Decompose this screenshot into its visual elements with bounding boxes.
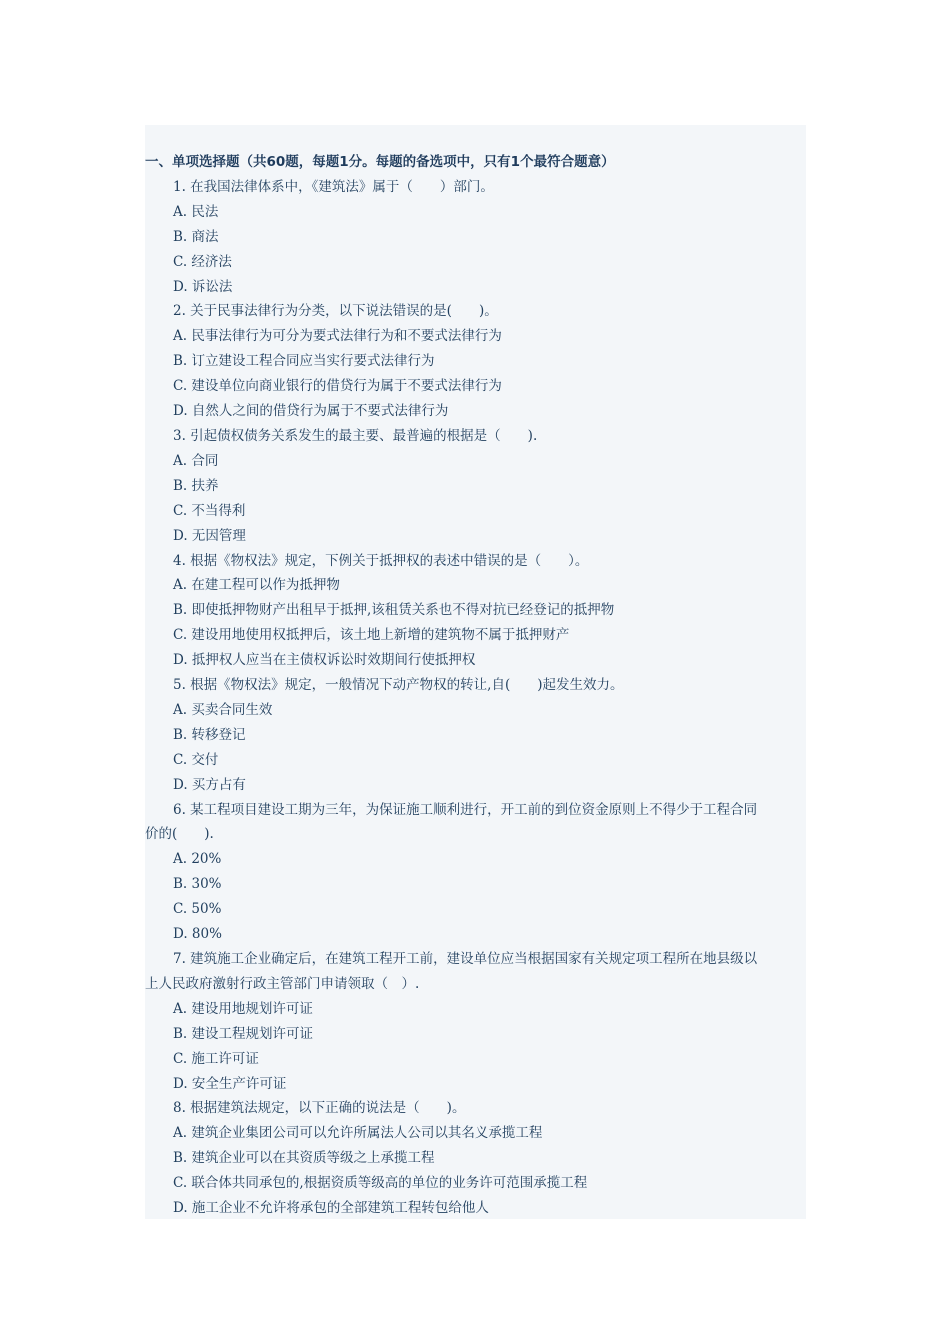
option-b: B. 转移登记 [173,726,246,743]
section-title: 一、单项选择题（共60题，每题1分。每题的备选项中，只有1个最符合题意） [145,154,615,170]
option-d: D. 自然人之间的借贷行为属于不要式法律行为 [173,403,449,420]
question-stem: 2. 关于民事法律行为分类，以下说法错误的是( )。 [173,303,498,320]
question-5 [145,673,801,798]
question-stem: 8. 根据建筑法规定，以下正确的说法是（ )。 [173,1100,466,1117]
option-d: D. 安全生产许可证 [173,1075,287,1092]
question-1 [145,175,801,300]
option-a: A. 民法 [173,203,219,220]
question-2 [145,299,801,424]
option-b: B. 商法 [173,228,219,245]
option-b: B. 订立建设工程合同应当实行要式法律行为 [173,353,435,370]
option-d: D. 买方占有 [173,776,246,793]
option-c: C. 建设单位向商业银行的借贷行为属于不要式法律行为 [173,378,502,395]
option-d: D. 施工企业不允许将承包的全部建筑工程转包给他人 [173,1200,489,1217]
question-stem: 5. 根据《物权法》规定，一般情况下动产物权的转让,自( )起发生效力。 [173,677,624,694]
question-stem-continued: 价的( ). [145,826,214,843]
option-c: C. 联合体共同承包的,根据资质等级高的单位的业务许可范围承揽工程 [173,1175,588,1192]
option-a: A. 20% [173,851,222,868]
option-a: A. 在建工程可以作为抵押物 [173,577,340,594]
option-c: C. 施工许可证 [173,1050,259,1067]
question-6 [145,798,801,947]
question-4 [145,549,801,674]
option-c: C. 经济法 [173,253,232,270]
option-a: A. 建设用地规划许可证 [173,1000,313,1017]
option-a: A. 民事法律行为可分为要式法律行为和不要式法律行为 [173,328,502,345]
option-d: D. 无因管理 [173,527,246,544]
exam-content [145,150,801,1221]
option-b: B. 建筑企业可以在其资质等级之上承揽工程 [173,1150,435,1167]
question-stem: 3. 引起债权债务关系发生的最主要、最普遍的根据是（ ). [173,427,538,444]
option-a: A. 建筑企业集团公司可以允许所属法人公司以其名义承揽工程 [173,1125,543,1142]
question-stem: 1. 在我国法律体系中，《建筑法》属于（ ）部门。 [173,178,494,195]
question-stem: 7. 建筑施工企业确定后，在建筑工程开工前，建设单位应当根据国家有关规定项工程所在地县级以 [173,951,758,967]
option-d: D. 诉讼法 [173,278,233,295]
question-7 [145,947,801,1096]
option-a: A. 合同 [173,452,219,469]
question-stem-continued: 上人民政府激射行政主管部门申请领取（ ）. [145,975,420,992]
option-c: C. 建设用地使用权抵押后，该土地上新增的建筑物不属于抵押财产 [173,627,570,644]
option-b: B. 建设工程规划许可证 [173,1025,314,1042]
question-3 [145,424,801,549]
option-b: B. 扶养 [173,477,219,494]
question-8 [145,1096,801,1221]
option-c: C. 不当得利 [173,502,246,519]
question-stem: 4. 根据《物权法》规定，下例关于抵押权的表述中错误的是（ ）。 [173,552,589,569]
option-d: D. 80% [173,926,222,943]
option-b: B. 即使抵押物财产出租早于抵押,该租赁关系也不得对抗已经登记的抵押物 [173,602,615,619]
option-a: A. 买卖合同生效 [173,701,273,718]
option-d: D. 抵押权人应当在主债权诉讼时效期间行使抵押权 [173,652,476,669]
option-b: B. 30% [173,876,222,893]
question-stem: 6. 某工程项目建设工期为三年，为保证施工顺利进行，开工前的到位资金原则上不得少于工程合同 [173,801,758,818]
option-c: C. 交付 [173,751,219,768]
option-c: C. 50% [173,901,222,918]
